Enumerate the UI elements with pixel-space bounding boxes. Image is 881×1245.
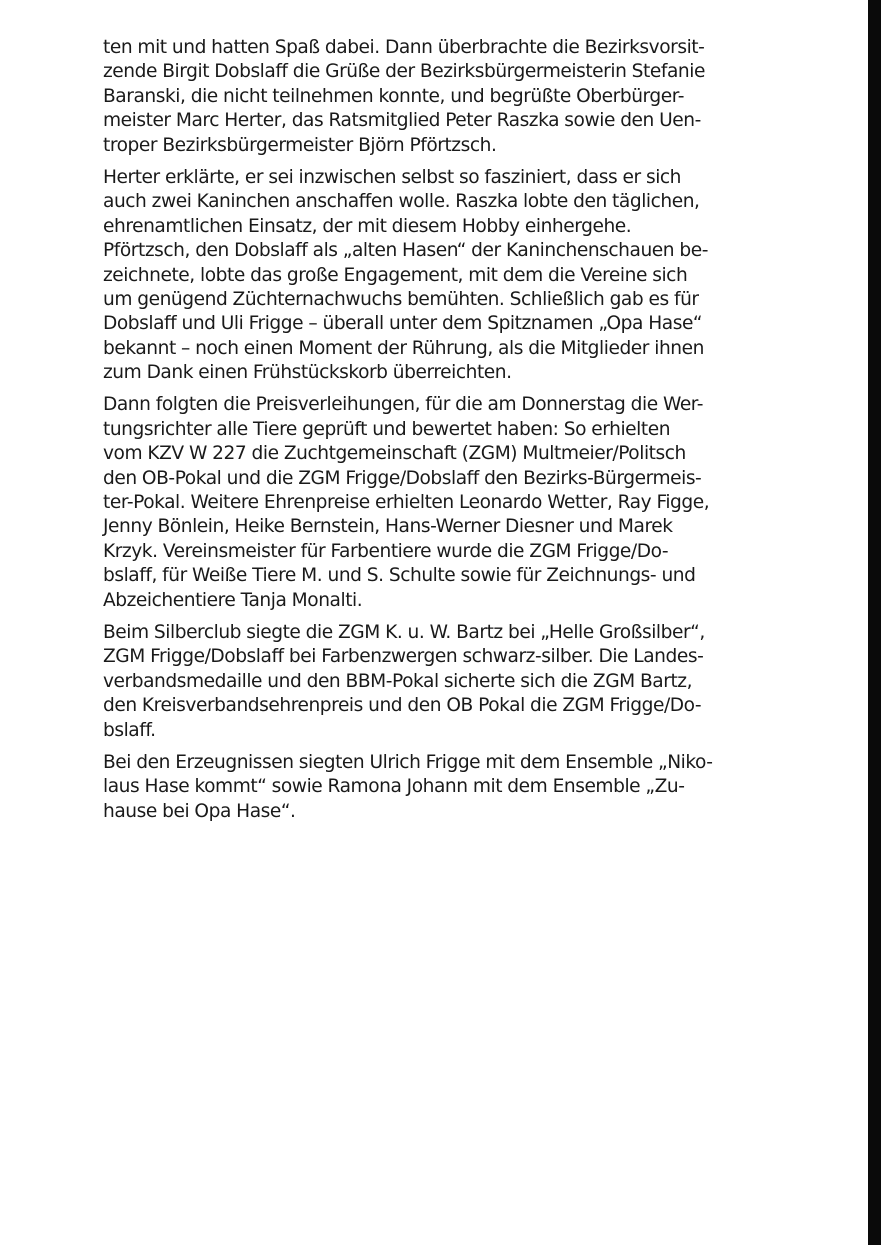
- text-line: Beim Silberclub siegte die ZGM K. u. W. Bartz bei „Helle Großsilber“,: [103, 621, 705, 643]
- paragraph: [103, 621, 763, 743]
- text-line: Baranski, die nicht teilnehmen konnte, und begrüßte Oberbürger-: [103, 85, 685, 107]
- text-line: auch zwei Kaninchen anschaffen wolle. Raszka lobte den täglichen,: [103, 191, 700, 213]
- text-line: Dann folgten die Preisverleihungen, für die am Donnerstag die Wer-: [103, 394, 704, 416]
- text-line: Herter erklärte, er sei inzwischen selbst so fasziniert, dass er sich: [103, 166, 682, 188]
- text-line: hause bei Opa Hase“.: [103, 800, 296, 822]
- text-line: vom KZV W 227 die Zuchtgemeinschaft (ZGM) Multmeier/Politsch: [103, 443, 686, 465]
- text-line: zum Dank einen Frühstückskorb überreichten.: [103, 362, 512, 384]
- text-line: den Kreisverbandsehrenpreis und den OB Pokal die ZGM Frigge/Do-: [103, 695, 702, 717]
- text-line: ehrenamtlichen Einsatz, der mit diesem Hobby einhergehe.: [103, 215, 632, 237]
- text-line: meister Marc Herter, das Ratsmitglied Peter Raszka sowie den Uen-: [103, 110, 701, 132]
- text-line: bekannt – noch einen Moment der Rührung, als die Mitglieder ihnen: [103, 337, 704, 359]
- text-line: den OB-Pokal und die ZGM Frigge/Dobslaff den Bezirks-Bürgermeis-: [103, 467, 702, 489]
- text-line: ten mit und hatten Spaß dabei. Dann überbrachte die Bezirksvorsit-: [103, 37, 705, 58]
- text-line: Krzyk. Vereinsmeister für Farbentiere wurde die ZGM Frigge/Do-: [103, 540, 669, 562]
- text-line: bslaff.: [103, 719, 156, 741]
- text-line: zende Birgit Dobslaff die Grüße der Bezirksbürgermeisterin Stefanie: [103, 61, 705, 83]
- text-line: verbandsmedaille und den BBM-Pokal sicherte sich die ZGM Bartz,: [103, 670, 693, 692]
- text-line: troper Bezirksbürgermeister Björn Pförtzsch.: [103, 134, 497, 156]
- text-line: Pförtzsch, den Dobslaff als „alten Hasen“ der Kaninchenschauen be-: [103, 240, 708, 262]
- text-line: Jenny Bönlein, Heike Bernstein, Hans-Werner Diesner und Marek: [103, 516, 673, 538]
- text-line: zeichnete, lobte das große Engagement, mit dem die Vereine sich: [103, 264, 688, 286]
- page-edge-bar: [868, 0, 881, 1245]
- text-line: bslaff, für Weiße Tiere M. und S. Schulte sowie für Zeichnungs- und: [103, 565, 696, 587]
- text-line: ter-Pokal. Weitere Ehrenpreise erhielten Leonardo Wetter, Ray Figge,: [103, 492, 710, 514]
- text-line: Abzeichentiere Tanja Monalti.: [103, 589, 363, 611]
- paragraph: [103, 751, 763, 824]
- text-line: Bei den Erzeugnissen siegten Ulrich Frigge mit dem Ensemble „Niko-: [103, 751, 713, 773]
- paragraph: [103, 166, 763, 386]
- text-line: tungsrichter alle Tiere geprüft und bewertet haben: So erhielten: [103, 418, 671, 440]
- text-line: Dobslaff und Uli Frigge – überall unter dem Spitznamen „Opa Hase“: [103, 313, 703, 335]
- text-line: um genügend Züchternachwuchs bemühten. Schließlich gab es für: [103, 288, 699, 310]
- text-line: laus Hase kommt“ sowie Ramona Johann mit dem Ensemble „Zu-: [103, 776, 685, 798]
- article-text: [103, 36, 763, 832]
- paragraph: [103, 393, 763, 613]
- text-line: ZGM Frigge/Dobslaff bei Farbenzwergen schwarz-silber. Die Landes-: [103, 646, 704, 668]
- paragraph: [103, 36, 763, 158]
